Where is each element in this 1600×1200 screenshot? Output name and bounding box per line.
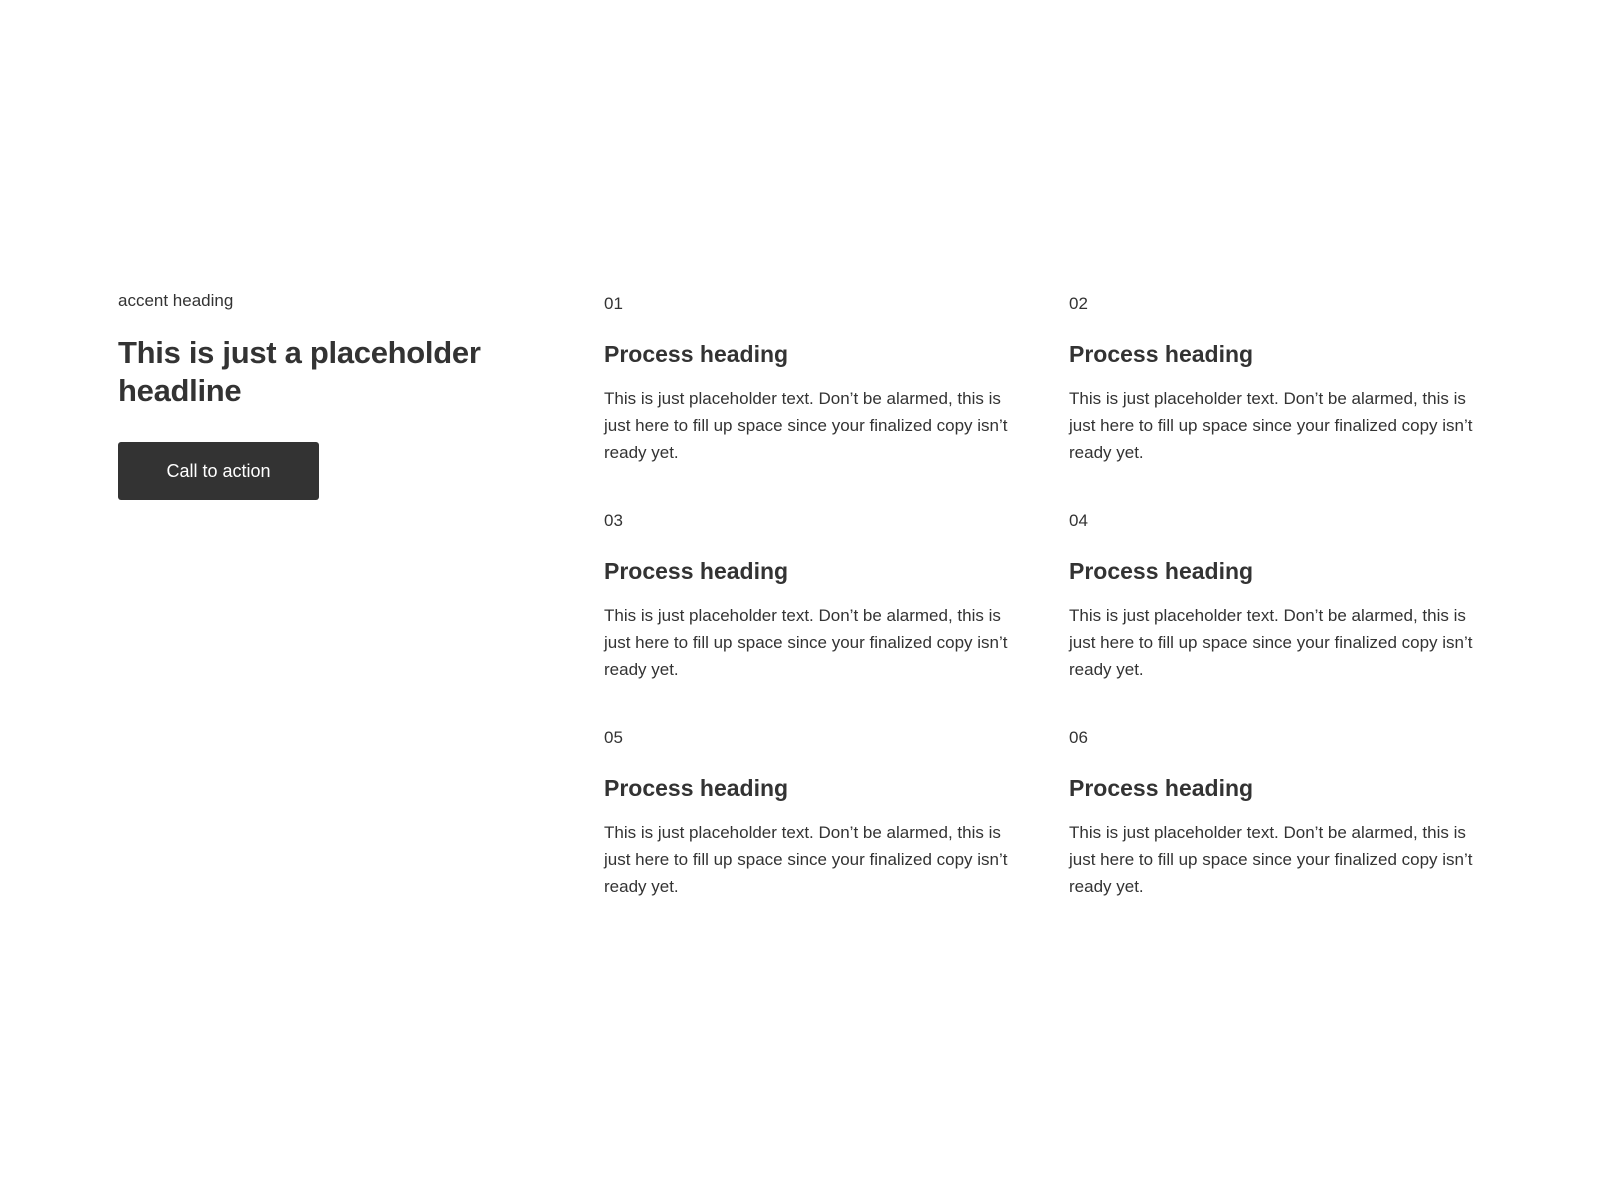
step-heading: Process heading	[1069, 341, 1254, 367]
accent-heading: accent heading	[118, 291, 234, 310]
step-heading: Process heading	[1069, 775, 1254, 801]
process-step	[604, 293, 1024, 466]
step-number: 03	[604, 511, 623, 530]
process-step	[1069, 727, 1489, 900]
step-heading: Process heading	[1069, 558, 1254, 584]
page-headline: This is just a placeholder headline	[118, 335, 481, 408]
process-step	[604, 510, 1024, 683]
step-number: 01	[604, 294, 623, 313]
process-step	[604, 727, 1024, 900]
process-step	[1069, 293, 1489, 466]
step-number: 02	[1069, 294, 1088, 313]
step-description: This is just placeholder text. Don’t be alarmed, this is just here to fill up space since your finalized copy isn’t ready yet.	[604, 606, 1008, 679]
step-heading: Process heading	[604, 341, 789, 367]
call-to-action-button[interactable]: Call to action	[118, 442, 319, 500]
step-description: This is just placeholder text. Don’t be alarmed, this is just here to fill up space since your finalized copy isn’t ready yet.	[1069, 823, 1473, 896]
process-step	[1069, 510, 1489, 683]
step-description: This is just placeholder text. Don’t be alarmed, this is just here to fill up space since your finalized copy isn’t ready yet.	[1069, 389, 1473, 462]
step-heading: Process heading	[604, 558, 789, 584]
intro-section	[118, 290, 518, 500]
step-number: 04	[1069, 511, 1088, 530]
step-number: 05	[604, 728, 623, 747]
step-description: This is just placeholder text. Don’t be alarmed, this is just here to fill up space since your finalized copy isn’t ready yet.	[604, 389, 1008, 462]
step-description: This is just placeholder text. Don’t be alarmed, this is just here to fill up space since your finalized copy isn’t ready yet.	[1069, 606, 1473, 679]
process-steps-grid	[604, 293, 1489, 900]
step-heading: Process heading	[604, 775, 789, 801]
step-number: 06	[1069, 728, 1088, 747]
step-description: This is just placeholder text. Don’t be alarmed, this is just here to fill up space since your finalized copy isn’t ready yet.	[604, 823, 1008, 896]
